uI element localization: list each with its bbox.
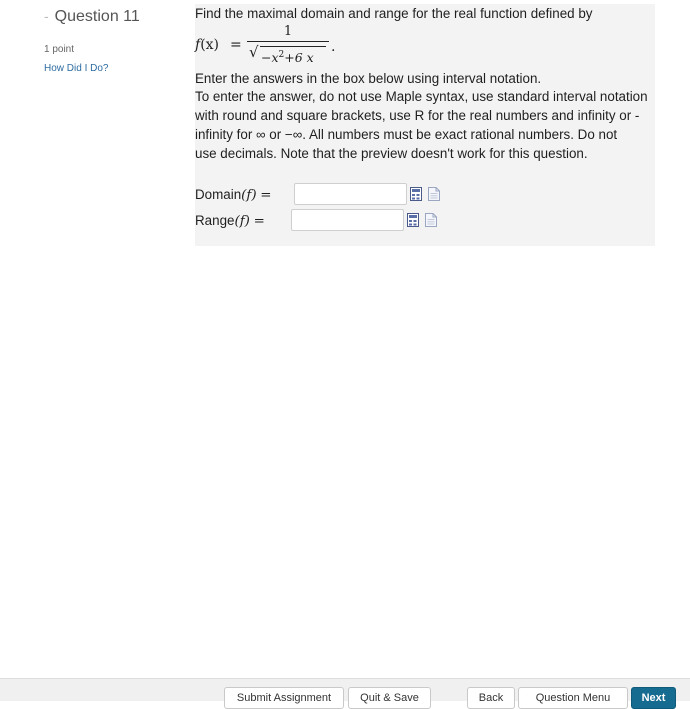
instruction-line-1: To enter the answer, do not use Maple syntax, use standard interval notation [195, 89, 648, 105]
formula-period: . [331, 38, 336, 55]
question-title: Question 11 [54, 8, 140, 25]
domain-label-prefix: Domain [195, 187, 242, 203]
formula-radicand [261, 45, 314, 68]
formula-arg: (x) [200, 36, 220, 53]
domain-input[interactable] [294, 183, 407, 205]
problem-intro: Find the maximal domain and range for the real function defined by [195, 6, 593, 21]
instruction-line-4: use decimals. Note that the preview doesn't work for this question. [195, 145, 588, 161]
collapse-dash-icon[interactable]: - [44, 8, 49, 24]
question-sidebar [44, 8, 184, 76]
function-formula [195, 24, 650, 64]
formula-fraction [247, 23, 329, 65]
question-panel [195, 4, 655, 246]
domain-answer-row [195, 183, 650, 209]
range-input[interactable] [291, 209, 404, 231]
sqrt-sign-icon: √ [249, 42, 259, 61]
question-menu-button[interactable]: Question Menu [518, 687, 628, 709]
domain-label [195, 186, 272, 206]
back-button[interactable]: Back [467, 687, 515, 709]
question-header [44, 8, 184, 26]
range-label-prefix: Range [195, 213, 235, 229]
submit-assignment-button[interactable]: Submit Assignment [224, 687, 344, 709]
equation-editor-icon[interactable] [407, 213, 419, 227]
formula-denominator [247, 42, 329, 65]
formula-equals: = [230, 36, 242, 53]
problem-prompt: Enter the answers in the box below using interval notation. [195, 70, 542, 86]
answer-section [195, 183, 650, 235]
domain-label-fn: (f) [241, 188, 257, 204]
next-button[interactable]: Next [631, 687, 676, 709]
how-did-i-do-link[interactable]: How Did I Do? [44, 63, 109, 74]
question-points: 1 point [44, 44, 75, 55]
radicand-exp: 2 [278, 49, 285, 60]
formula-fn: f [195, 36, 201, 53]
preview-document-icon[interactable] [428, 187, 440, 201]
radicand-rest: +6 x [284, 49, 314, 65]
formula-lhs [195, 36, 219, 55]
range-answer-row [195, 209, 650, 235]
equation-editor-icon[interactable] [410, 187, 422, 201]
range-label-eq: = [253, 214, 265, 230]
instruction-line-3: infinity for ∞ or −∞. All numbers must be exact rational numbers. Do not [195, 126, 618, 142]
domain-label-eq: = [260, 188, 272, 204]
formula-numerator: 1 [283, 23, 293, 39]
question-content [195, 5, 650, 235]
instruction-line-2: with round and square brackets, use R for the real numbers and infinity or - [195, 108, 640, 124]
footer-toolbar [0, 678, 690, 704]
range-label-fn: (f) [234, 214, 250, 230]
quit-save-button[interactable]: Quit & Save [348, 687, 431, 709]
radicand-base: −x [261, 49, 279, 65]
range-label [195, 212, 265, 232]
preview-document-icon[interactable] [425, 213, 437, 227]
